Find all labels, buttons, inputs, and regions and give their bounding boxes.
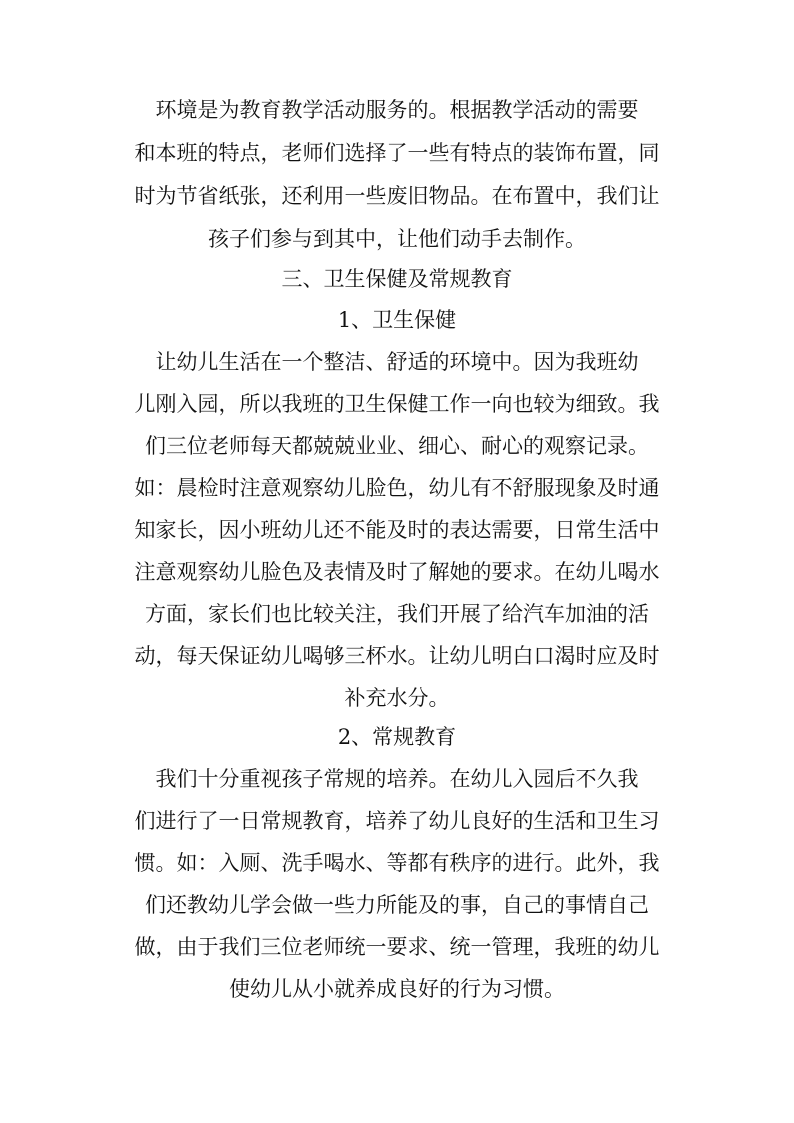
paragraph-line: 如：晨检时注意观察幼儿脸色，幼儿有不舒服现象及时通 (134, 476, 660, 500)
subsection-heading: 2、常规教育 (337, 725, 457, 749)
paragraph-line: 让幼儿生活在一个整洁、舒适的环境中。因为我班幼 (155, 350, 639, 374)
paragraph-line: 动，每天保证幼儿喝够三杯水。让幼儿明白口渴时应及时 (134, 644, 660, 668)
paragraph-line: 们进行了一日常规教育，培养了幼儿良好的生活和卫生习 (134, 809, 660, 833)
paragraph-line: 惯。如：入厕、洗手喝水、等都有秩序的进行。此外，我 (134, 851, 660, 875)
paragraph-line: 和本班的特点，老师们选择了一些有特点的装饰布置，同 (134, 141, 660, 165)
paragraph-line: 知家长，因小班幼儿还不能及时的表达需要，日常生活中 (134, 518, 660, 542)
paragraph-line: 们还教幼儿学会做一些力所能及的事，自己的事情自己 (145, 893, 649, 917)
paragraph-line: 儿刚入园，所以我班的卫生保健工作一向也较为细致。我 (134, 392, 660, 416)
paragraph-line: 们三位老师每天都兢兢业业、细心、耐心的观察记录。 (145, 434, 649, 458)
paragraph-line: 时为节省纸张，还利用一些废旧物品。在布置中，我们让 (134, 184, 660, 208)
paragraph-line: 补充水分。 (344, 686, 450, 710)
paragraph-line: 我们十分重视孩子常规的培养。在幼儿入园后不久我 (155, 767, 639, 791)
subsection-heading: 1、卫生保健 (337, 308, 457, 332)
paragraph-line: 环境是为教育教学活动服务的。根据教学活动的需要 (155, 98, 639, 122)
paragraph-line: 做，由于我们三位老师统一要求、统一管理，我班的幼儿 (134, 935, 660, 959)
paragraph-line: 注意观察幼儿脸色及表情及时了解她的要求。在幼儿喝水 (134, 560, 660, 584)
paragraph-line: 使幼儿从小就养成良好的行为习惯。 (229, 977, 565, 1001)
paragraph-line: 方面，家长们也比较关注，我们开展了给汽车加油的活 (145, 602, 649, 626)
paragraph-line: 孩子们参与到其中，让他们动手去制作。 (208, 227, 586, 251)
section-heading: 三、卫生保健及常规教育 (281, 267, 513, 291)
